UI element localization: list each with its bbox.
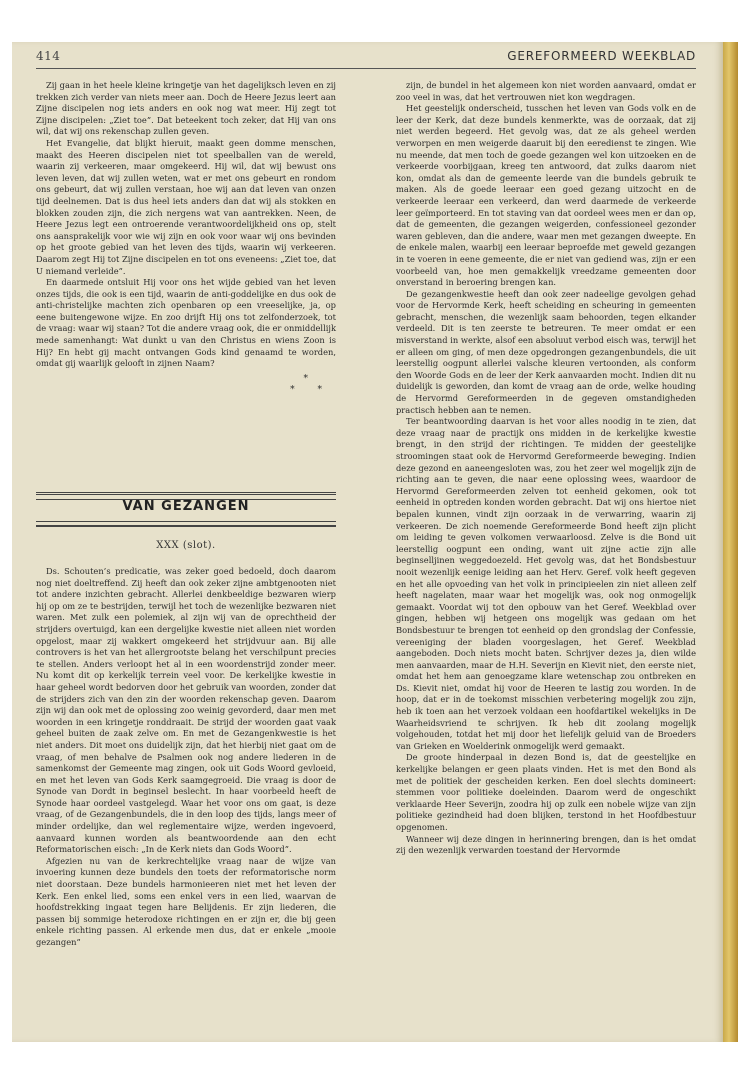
paragraph: Ds. Schouten’s predicatie, was zeker goed bedoeld, doch daarom nog niet doeltreffend. Zij heeft dan ook zeker zijne ambtgenooten niet tot andere inzichten gebracht. Allerlei denkbeeldige bezwaren wierp hij op om ze te bestrijden, terwijl het toch de wezenlijke bezwaren niet waren. Met zulk een polemiek, al zijn wij van de oprechtheid der strijders overtuigd, kan een dergelijke kwestie niet alleen niet worden opgelost, maar zij wakkert omgekeerd het strijdvuur aan. Bij alle controvers is het van het allergrootste belang het verschilpunt precies te stellen. Anders verloopt het al in een woordenstrijd zonder meer. Nu komt dit op kerkelijk terrein veel voor. De kerkelijke kwestie in haar geheel wordt bedorven door het gebruik van woorden, zonder dat de strijders zich van den zin der woorden rekenschap geven. Daarom zijn wij dan ook met de oplossing zoo weinig gevorderd, daar men met woorden in een kringetje ronddraait. De strijd der woorden gaat vaak geheel buiten de zaak zelve om. En met de Gezangenkwestie is het niet anders. Dit moet ons duidelijk zijn, dat het hierbij niet gaat om de vraag, of men behalve de Psalmen ook nog andere liederen in de samenkomst der Gemeente mag zingen, ook uit Gods Woord gevloeid, en met het leven van Gods Kerk saamgegroeid. Die vraag is door de Synode van Dordt in beginsel beslecht. In haar voorbeeld heeft de Synode haar oordeel vastgelegd. Waar het voor ons om gaat, is deze vraag, of de Gezangenbundels, die in den loop des tijds, langs meer of minder ordelijke, dan wel reglementaire wijze, werden ingevoerd, aanvaard kunnen worden als beantwoordende aan den echt Reformatorischen eisch: „In de Kerk niets dan Gods Woord”. — [36, 566, 336, 855]
paragraph: De gezangenkwestie heeft dan ook zeer nadeelige gevolgen gehad voor de Hervormde Kerk, heeft scheiding en scheuring in gemeenten gebracht, menschen, die wezenlijk saam behoorden, tegen elkander verdeeld. Dit is ten zeerste te betreuren. Te meer omdat er een misverstand in werkte, alsof een absoluut verbod eisch was, terwijl het er alleen om ging, of men deze opgedrongen gezangenbundels, die uit leerstellig oogpunt allerlei valsche kleuren vertoonden, als conform den Woorde Gods en de leer der Kerk aanvaarden mocht. Indien dit nu duidelijk is geworden, dan komt de vraag aan de orde, welke houding de Hervormd Gereformeerden in de gegeven omstandigheden practisch hebben aan te nemen. — [396, 288, 696, 415]
paragraph: Afgezien nu van de kerkrechtelijke vraag naar de wijze van invoering kunnen deze bundels den toets der reformatorische norm niet doorstaan. Deze bundels harmonieeren niet met het leven der Kerk. Een enkel lied, soms een enkel vers in een lied, waarvan de hoofdstrekking ingaat tegen hare Belijdenis. Er zijn liederen, die passen bij sommige heterodoxe richtingen en er zijn er, die bij geen enkele richting passen. Al erkende men dus, dat er enkele „mooie gezangen” — [36, 855, 336, 947]
star-pair: * * — [290, 385, 332, 396]
paragraph: Ter beantwoording daarvan is het voor alles noodig in te zien, dat deze vraag naar de practijk ons midden in de kerkelijke kwestie brengt, in den strijd der richtingen. Te midden der geestelijke stroomingen staat ook de Hervormd Gereformeerde beweging. Indien deze gezond en aaneengesloten was, zou het zeer wel mogelijk zijn de richting aan te geven, die naar eene oplossing wees, waardoor de Hervormd Gereformeerden zelven tot eenheid gekomen, ook tot eenheid in optreden konden worden gebracht. Dat wij ons hiertoe niet bepalen kunnen, vindt zijn oorzaak in de verwarring, waarin zij verkeeren. De zich noemende Gereformeerde Bond heeft zijn plicht om leiding te geven volkomen verwaarloosd. Zelve is die Bond uit leerstellig oogpunt een onding, want uit zijne actie zijn alle beginselljinen weggedoezeld. Het gevolg was, dat het Bondsbestuur nooit wezenlijk eenige leiding aan het Herv. Geref. volk heeft gegeven en het alle opvoeding van het volk in principieelen zin niet alleen zelf heeft nagelaten, maar waar het mogelijk was, ook nog onmogelijk gemaakt. Voordat wij tot den opbouw van het Geref. Weekblad over gingen, hebben wij hetgeen ons mogelijk was gedaan om het Bondsbestuur te brengen tot eenheid op den grondslag der Confessie, vereeniging der bladen voorgeslagen, het Geref. Weekblad aangeboden. Doch niets mocht baten. Schrijver dezes ja, dien wilde men aanvaarden, maar de H.H. Severijn en Kievit niet, den eerste niet, omdat het hem aan genoegzame klare wetenschap zou ontbreken en Ds. Kievit niet, omdat hij voor de Heeren te lastig zou worden. In de hoop, dat er in de toekomst misschien verbetering mogelijk zou zijn, heb ik toen aan het verzoek voldaan een hoofdartikel wekelijks in De Waarheidsvriend te schrijven. Ik heb dit zoolang mogelijk volgehouden, totdat het mij door het liefelijk geluid van de Broeders van Grieken en Woelderink onmogelijk werd gemaakt. — [396, 416, 696, 751]
paragraph: De groote hinderpaal in dezen Bond is, dat de geestelijke en kerkelijke belangen er geen plaats vinden. Het is met den Bond als met de politiek der gescheiden kerken. Een doel slechts domineert: stemmen voor politieke doeleinden. Daarom werd de ongeschikt verklaarde Heer Severijn, zoodra hij op zulk een nobele wijze van zijn politieke gezindheid had doen blijken, terstond in het Hoofdbestuur opgenomen. — [396, 752, 696, 832]
paragraph: Het geestelijk onderscheid, tusschen het leven van Gods volk en de leer der Kerk, dat deze bundels kenmerkte, was de oorzaak, dat zij niet werden begeerd. Het gevolg was, dat ze als geheel werden verworpen en men weigerde daaruit bij den eeredienst te zingen. Wie nu meende, dat men toch de goede gezangen wel kon uitzoeken en de verkeerde voorbijgaan, kreeg ten antwoord, dat zulks daarom niet kon, omdat als dan de gemeente leerde van die bundels gebruik te maken. Als de goede leeraar een goed gezang uitzocht en de verkeerde leeraar een verkeerd, dan werd daarmede de verkeerde leer geïmporteerd. En tot staving van dat oordeel wees men er dan op, dat de gemeenten, die gezangen weigerden, confessioneel gezonder waren gebleven, dan die andere, waar men met gezangen dweepte. En de enkele malen, waarbij een leeraar beproefde met geweld gezangen in te voeren in eene gemeente, die er niet van gediend was, zijn er een voorbeeld van, hoe men gemakkelijk vreedzame gemeenten door onverstand in beroering brengen kan. — [396, 103, 696, 288]
star-single: * — [303, 373, 318, 384]
section-stars — [36, 374, 332, 397]
page-number: 414 — [36, 49, 61, 63]
left-column-bottom — [36, 566, 336, 949]
right-column — [396, 80, 696, 857]
section-divider-bottom — [36, 521, 336, 527]
paragraph: En daarmede ontsluit Hij voor ons het wijde gebied van het leven onzes tijds, die ook is een tijd, waarin de anti-goddelijke en dus ook de anti-christelijke machten zich openbaren op een vreeselijke, ja, op eene buitengewone wijze. En zoo drijft Hij ons tot zelfonderzoek, tot de vraag: waar wij staan? Tot die andere vraag ook, die er onmiddellijk mede samenhangt: Wat dunkt u van den Christus en wiens Zoon is Hij? En hebt gij macht ontvangen Gods kind genaamd te worden, omdat gij waarlijk gelooft in zijnen Naam? — [36, 277, 336, 369]
paragraph: Wanneer wij deze dingen in herinnering brengen, dan is het omdat zij den wezenlijk verwarden toestand der Hervormde — [396, 833, 696, 856]
paragraph: zijn, de bundel in het algemeen kon niet worden aanvaard, omdat er zoo veel in was, dat het vertrouwen niet kon wegdragen. — [396, 80, 696, 102]
section-subtitle: XXX (slot). — [156, 540, 216, 551]
paragraph: Zij gaan in het heele kleine kringetje van het dagelijksch leven en zij trekken zich verder van niets meer aan. Doch de Heere Jezus leert aan Zijne discipelen nog iets anders en ook nog wat meer. Hij zegt tot Zijne discipelen: „Ziet toe”. Dat beteekent toch zeker, dat Hij van ons wil, dat wij ons rekenschap zullen geven. — [36, 80, 336, 137]
journal-title: GEREFORMEERD WEEKBLAD — [507, 49, 696, 63]
paragraph: Het Evangelie, dat blijkt hieruit, maakt geen domme menschen, maakt des Heeren discipelen niet tot speelballen van de wereld, waarin zij verkeeren, maar omgekeerd. Hij wil, dat wij bewust ons leven leven, dat wij zullen weten, wat er met ons gebeurt en rondom ons gebeurt, dat wij zullen verstaan, hoe wij aan dat leven van onzen tijd deelnemen. Dat is dus heel iets anders dan dat wij als stokken en blokken zouden zijn, die zich nergens wat van aantrekken. Neen, de Heere Jezus legt een ontroerende verantwoordelijkheid ons op, stelt ons aansprakelijk voor wie wij zijn en ook voor waar wij ons bevinden op het groote gebied van het leven des tijds, waarin wij verkeeren. Daarom zegt Hij tot Zijne discipelen en tot ons eveneens: „Ziet toe, dat U niemand verleide”. — [36, 137, 336, 276]
left-column-top — [36, 80, 336, 397]
book-spine-edge — [723, 42, 738, 1042]
page-header — [36, 48, 696, 69]
section-title: VAN GEZANGEN — [122, 499, 250, 514]
